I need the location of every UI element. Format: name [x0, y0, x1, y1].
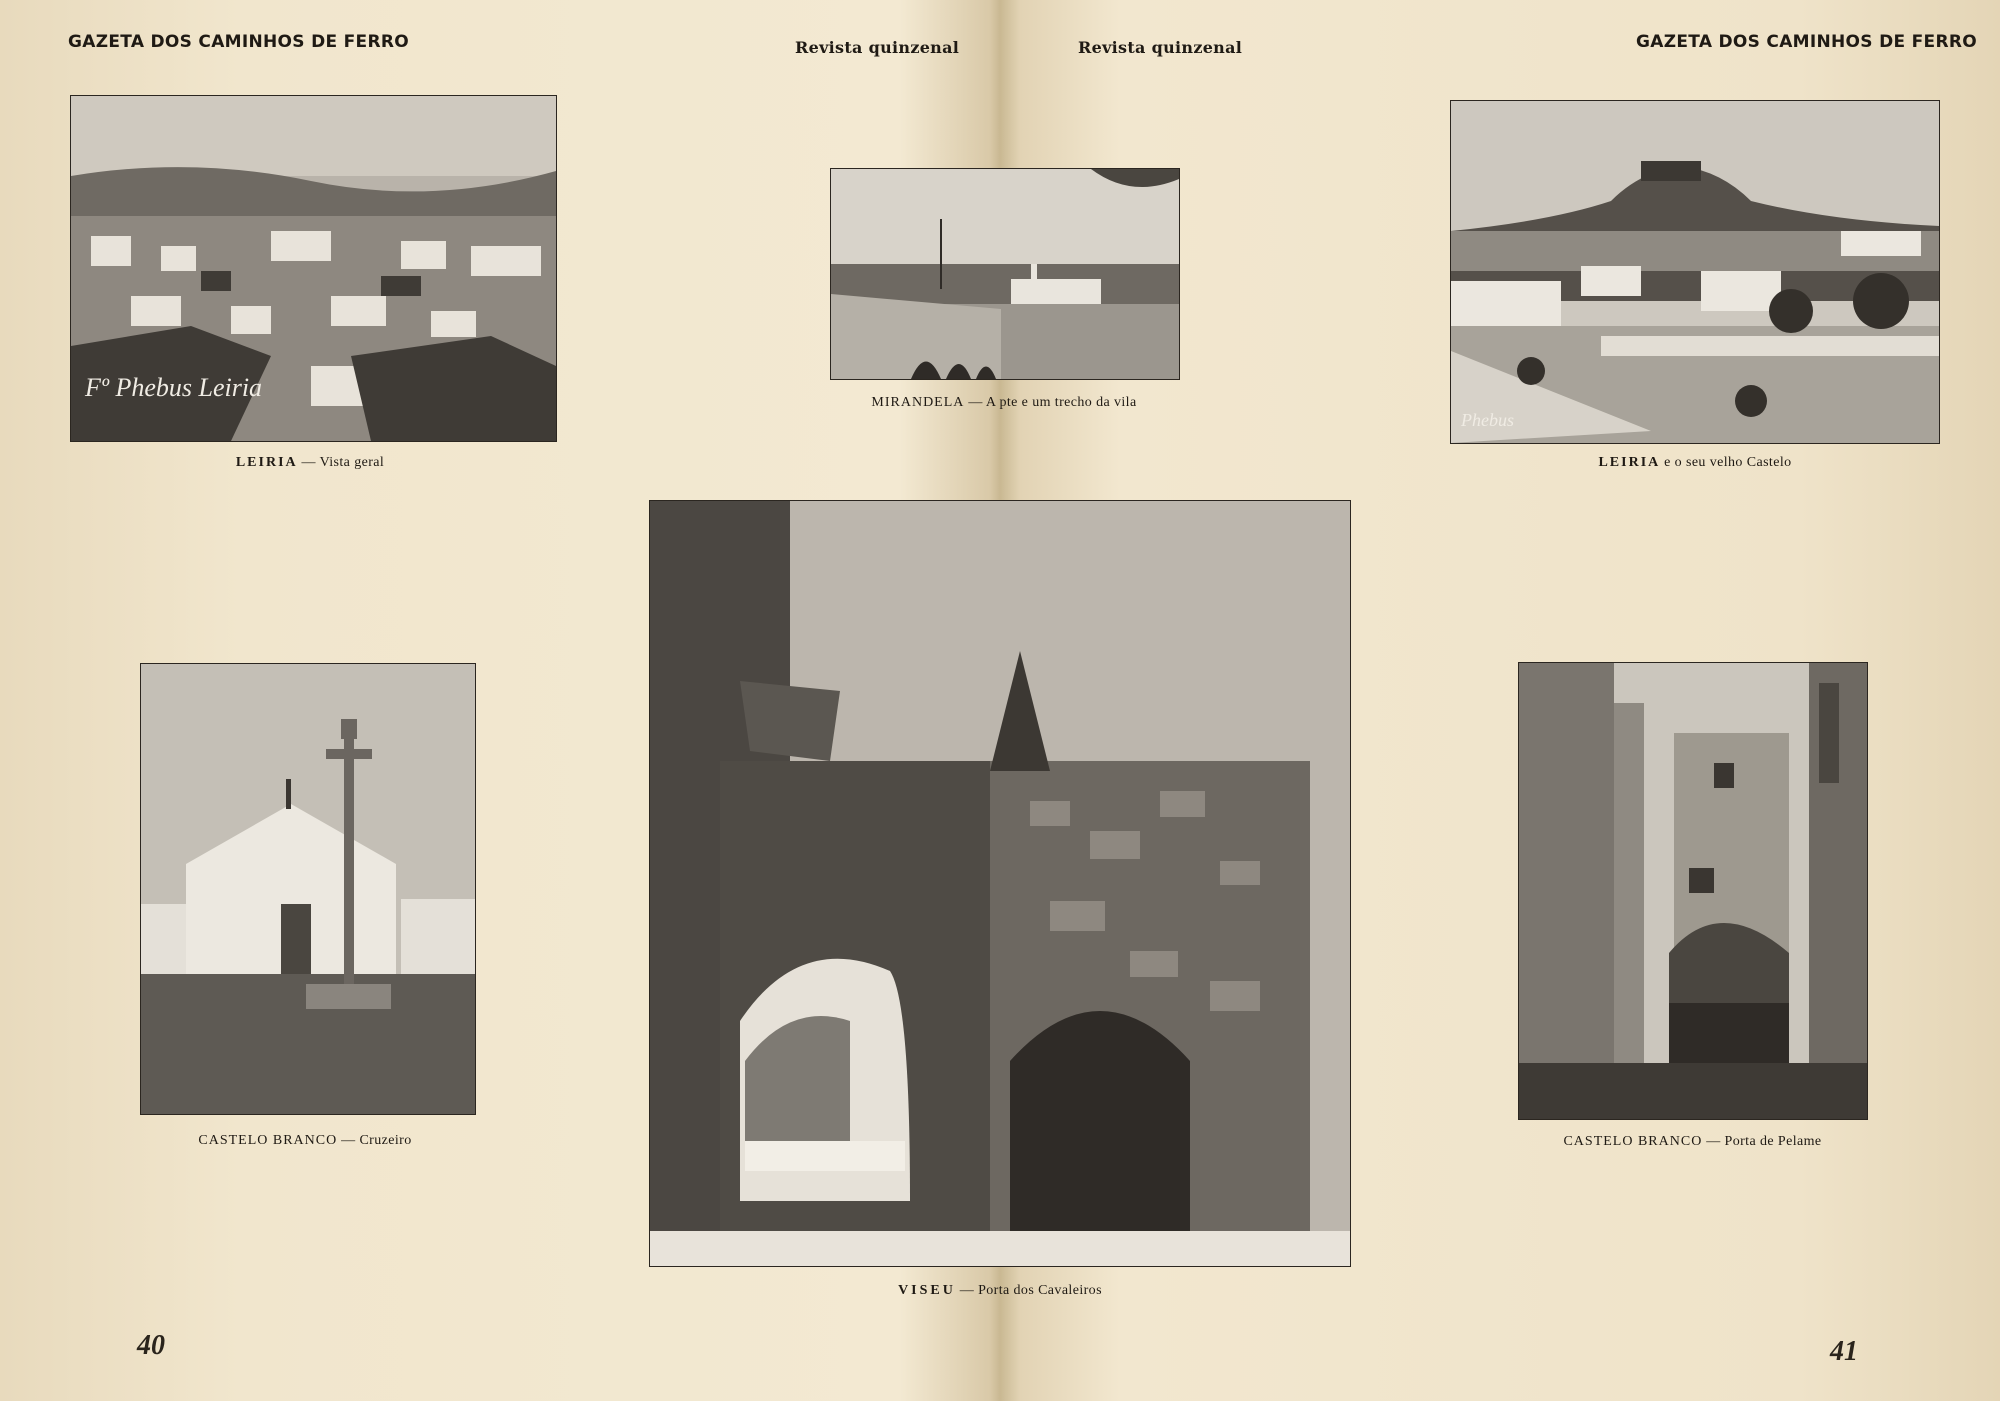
photo-leiria-castelo	[1450, 100, 1940, 444]
caption-text: — Vista geral	[301, 455, 385, 470]
caption-place: VISEU	[898, 1283, 956, 1298]
caption-castelo-branco-cruzeiro	[130, 1133, 480, 1149]
caption-text: — Cruzeiro	[341, 1133, 412, 1148]
mirandela-bridge-image	[831, 169, 1179, 379]
photo-inscription: Fº Phebus Leiria	[85, 373, 263, 402]
pelame-street-image	[1519, 663, 1867, 1119]
caption-place: CASTELO BRANCO	[198, 1133, 338, 1148]
caption-place: CASTELO BRANCO	[1563, 1134, 1703, 1149]
photo-mirandela	[830, 168, 1180, 380]
cruzeiro-church-image	[141, 664, 475, 1114]
photo-viseu-porta-cavaleiros	[649, 500, 1351, 1267]
caption-place: MIRANDELA	[871, 395, 965, 410]
photo-leiria-vista-geral	[70, 95, 557, 442]
photo-inscription: Phebus	[1461, 410, 1514, 430]
right-running-head: GAZETA DOS CAMINHOS DE FERRO	[1636, 32, 1977, 52]
caption-text: — Porta dos Cavaleiros	[959, 1283, 1102, 1298]
left-subtitle: Revista quinzenal	[795, 38, 960, 57]
photo-castelo-branco-cruzeiro	[140, 663, 476, 1115]
left-running-head: GAZETA DOS CAMINHOS DE FERRO	[68, 32, 409, 52]
caption-text: e o seu velho Castelo	[1664, 455, 1792, 470]
caption-mirandela	[830, 395, 1178, 411]
caption-leiria-vista-geral	[110, 455, 510, 471]
right-subtitle: Revista quinzenal	[1078, 38, 1243, 57]
caption-text: — A pte e um trecho da vila	[968, 395, 1137, 410]
caption-castelo-branco-pelame	[1510, 1134, 1875, 1150]
leiria-castle-image	[1451, 101, 1939, 443]
photo-castelo-branco-pelame	[1518, 662, 1868, 1120]
caption-place: LEIRIA	[1598, 455, 1661, 470]
leiria-town-image	[71, 96, 556, 441]
caption-viseu	[800, 1283, 1200, 1299]
left-page-number: 40	[137, 1330, 165, 1361]
caption-text: — Porta de Pelame	[1706, 1134, 1822, 1149]
caption-place: LEIRIA	[235, 455, 298, 470]
viseu-gate-image	[650, 501, 1350, 1266]
caption-leiria-castelo	[1490, 455, 1900, 471]
right-page-number: 41	[1830, 1336, 1858, 1367]
